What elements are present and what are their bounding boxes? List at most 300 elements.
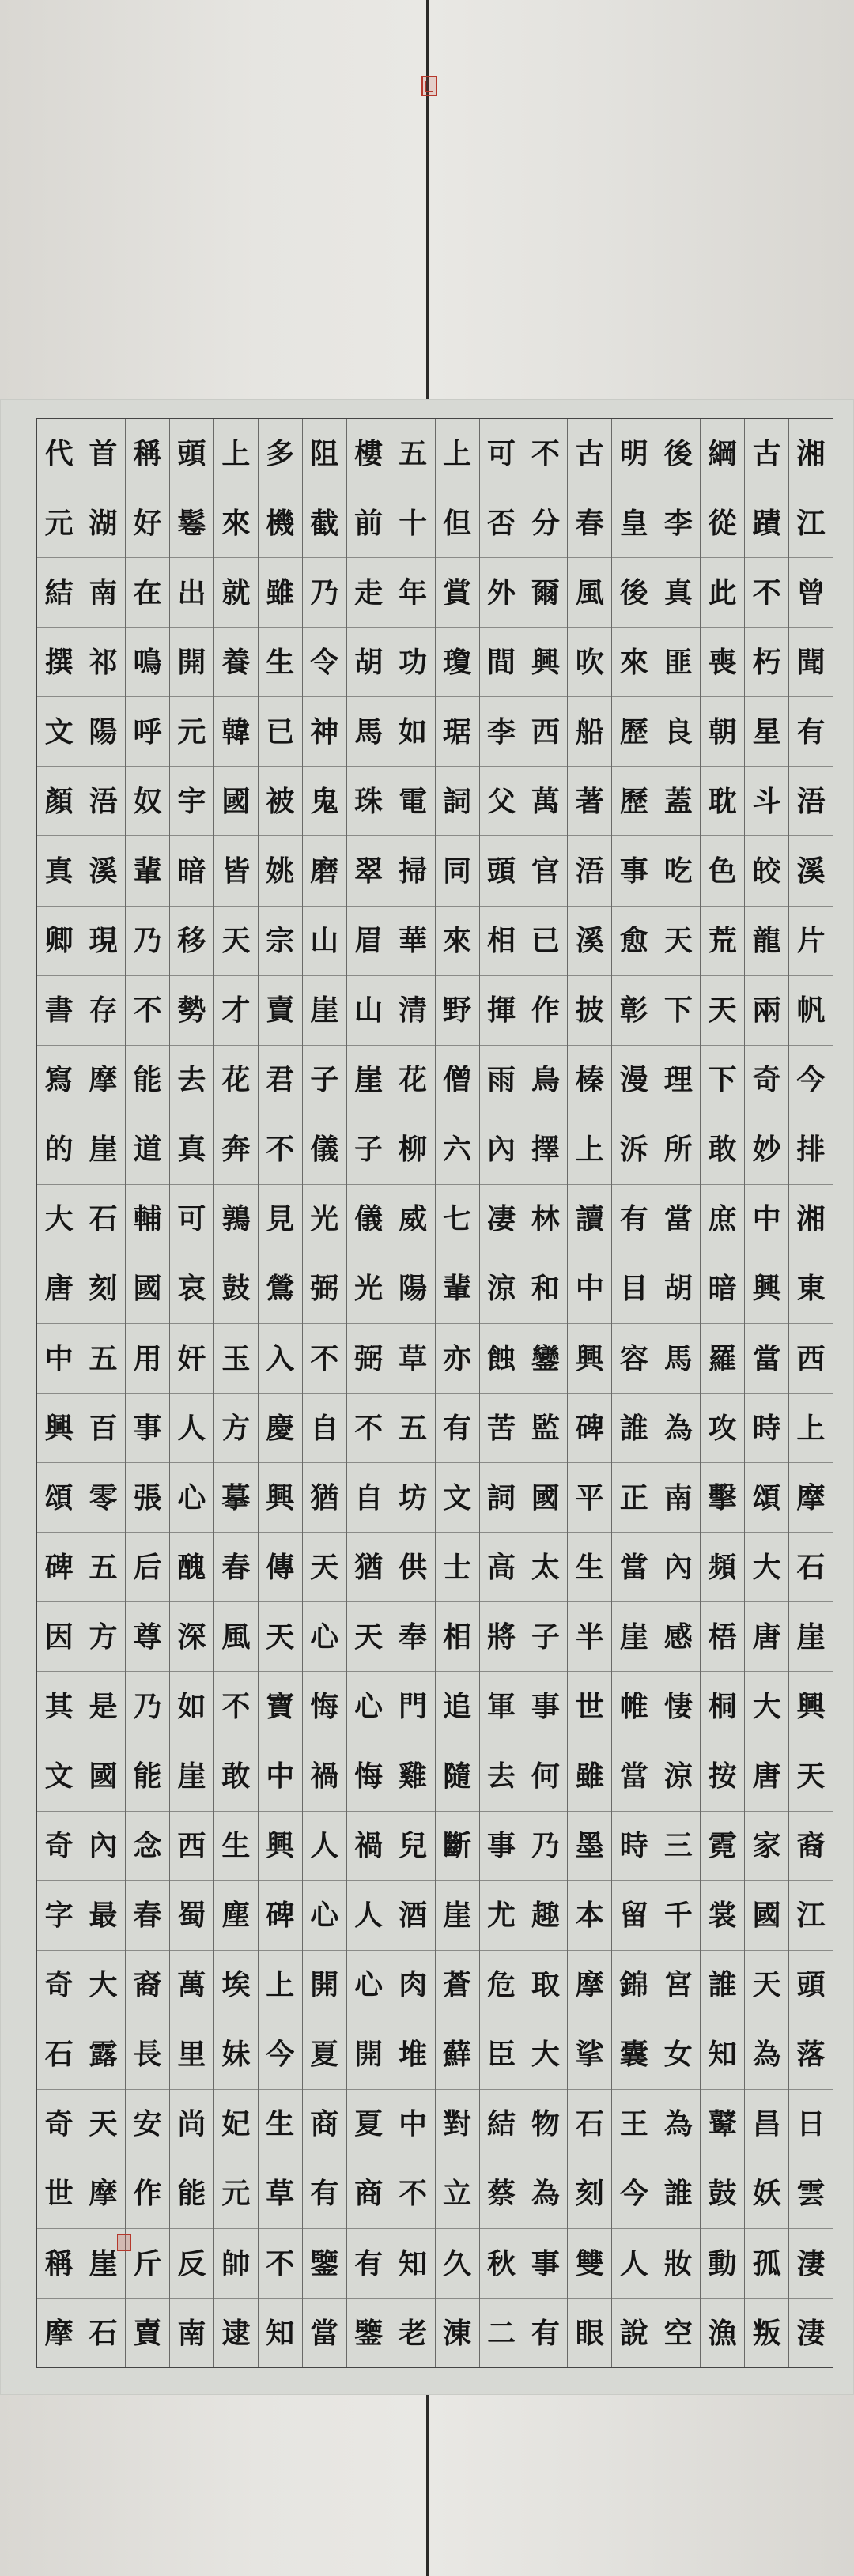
character-cell: 儀 xyxy=(347,1185,391,1254)
character-cell: 琚 xyxy=(436,697,479,767)
character-cell: 清 xyxy=(391,976,435,1046)
character-cell: 現 xyxy=(81,907,125,976)
character-cell: 不 xyxy=(303,1324,346,1394)
character-cell: 事 xyxy=(523,2229,567,2299)
character-cell: 是 xyxy=(81,1672,125,1741)
character-cell: 心 xyxy=(303,1881,346,1951)
character-cell: 十 xyxy=(391,488,435,558)
character-cell: 有 xyxy=(347,2229,391,2299)
character-cell: 眉 xyxy=(347,907,391,976)
character-cell: 寫 xyxy=(37,1046,81,1115)
character-cell: 妝 xyxy=(656,2229,700,2299)
character-cell: 頭 xyxy=(480,836,523,906)
character-cell: 梧 xyxy=(701,1602,744,1672)
character-cell: 寶 xyxy=(259,1672,302,1741)
character-cell: 興 xyxy=(568,1324,611,1394)
character-cell: 萬 xyxy=(170,1951,214,2020)
character-cell: 興 xyxy=(259,1463,302,1533)
character-cell: 生 xyxy=(568,1533,611,1602)
character-cell: 醜 xyxy=(170,1533,214,1602)
text-column-8 xyxy=(479,419,523,2367)
text-column-10 xyxy=(391,419,435,2367)
character-cell: 鳴 xyxy=(126,628,169,697)
character-cell: 后 xyxy=(126,1533,169,1602)
character-cell: 朽 xyxy=(745,628,788,697)
character-cell: 弼 xyxy=(347,1324,391,1394)
character-cell: 有 xyxy=(436,1394,479,1463)
character-cell: 玉 xyxy=(214,1324,258,1394)
character-cell: 漁 xyxy=(708,2316,737,2350)
character-cell: 奉 xyxy=(391,1602,435,1672)
character-cell: 上 xyxy=(568,1115,611,1185)
character-cell: 擇 xyxy=(523,1115,567,1185)
character-cell: 匪 xyxy=(656,628,700,697)
character-cell: 去 xyxy=(170,1046,214,1115)
character-cell: 威 xyxy=(391,1185,435,1254)
character-cell: 石 xyxy=(37,2020,81,2090)
character-cell: 石 xyxy=(568,2090,611,2159)
character-cell: 興 xyxy=(789,1672,833,1741)
character-cell: 風 xyxy=(214,1602,258,1672)
character-cell: 說 xyxy=(619,2316,648,2350)
text-column-15 xyxy=(169,419,214,2367)
character-cell: 尚 xyxy=(170,2090,214,2159)
character-cell: 山 xyxy=(347,976,391,1046)
character-cell: 空 xyxy=(663,2316,693,2350)
character-cell: 彰 xyxy=(612,976,656,1046)
character-cell: 宗 xyxy=(259,907,302,976)
character-cell: 船 xyxy=(568,697,611,767)
character-cell: 西 xyxy=(789,1324,833,1394)
character-cell: 凄 xyxy=(480,1185,523,1254)
character-cell: 軍 xyxy=(480,1672,523,1741)
character-cell: 老 xyxy=(399,2316,428,2350)
character-cell: 慶 xyxy=(259,1394,302,1463)
character-cell: 門 xyxy=(391,1672,435,1741)
character-cell: 的 xyxy=(37,1115,81,1185)
character-cell: 坊 xyxy=(391,1463,435,1533)
character-cell: 世 xyxy=(568,1672,611,1741)
character-cell: 浯 xyxy=(81,767,125,836)
character-cell: 商 xyxy=(347,2159,391,2229)
character-cell: 道 xyxy=(126,1115,169,1185)
character-cell: 後 xyxy=(656,419,700,488)
text-column-13 xyxy=(258,419,302,2367)
character-cell: 當 xyxy=(656,1185,700,1254)
character-cell: 書 xyxy=(37,976,81,1046)
character-cell: 庶 xyxy=(701,1185,744,1254)
character-cell: 雲 xyxy=(789,2159,833,2229)
character-cell: 龍 xyxy=(745,907,788,976)
character-cell: 春 xyxy=(126,1881,169,1951)
character-cell: 碑 xyxy=(37,1533,81,1602)
character-cell: 塵 xyxy=(214,1881,258,1951)
character-cell: 年 xyxy=(391,558,435,628)
character-cell: 萬 xyxy=(523,767,567,836)
character-cell: 賣 xyxy=(259,976,302,1046)
character-cell: 綱 xyxy=(701,419,744,488)
character-cell: 存 xyxy=(81,976,125,1046)
character-cell: 囊 xyxy=(612,2020,656,2090)
character-cell: 上 xyxy=(214,419,258,488)
character-cell: 溪 xyxy=(81,836,125,906)
character-cell: 不 xyxy=(126,976,169,1046)
character-cell: 阻 xyxy=(303,419,346,488)
character-cell: 今 xyxy=(789,1046,833,1115)
character-cell: 韓 xyxy=(214,697,258,767)
character-cell: 鼙 xyxy=(701,2090,744,2159)
text-column-11 xyxy=(346,419,391,2367)
character-cell: 興 xyxy=(523,628,567,697)
character-cell: 深 xyxy=(170,1602,214,1672)
character-cell: 留 xyxy=(612,1881,656,1951)
character-cell: 落 xyxy=(789,2020,833,2090)
character-cell: 父 xyxy=(480,767,523,836)
character-cell: 掃 xyxy=(391,836,435,906)
character-cell: 南 xyxy=(656,1463,700,1533)
character-cell: 心 xyxy=(347,1951,391,2020)
character-cell: 可 xyxy=(480,419,523,488)
text-column-14 xyxy=(214,419,258,2367)
character-cell: 妹 xyxy=(214,2020,258,2090)
character-cell: 目 xyxy=(612,1254,656,1324)
character-cell: 奴 xyxy=(126,767,169,836)
character-cell: 當 xyxy=(612,1741,656,1811)
character-cell: 為 xyxy=(656,1394,700,1463)
character-cell: 夏 xyxy=(303,2020,346,2090)
character-cell: 儀 xyxy=(303,1115,346,1185)
character-cell: 山 xyxy=(303,907,346,976)
character-cell: 西 xyxy=(523,697,567,767)
character-cell: 敢 xyxy=(214,1741,258,1811)
character-cell: 鶉 xyxy=(214,1185,258,1254)
character-cell: 監 xyxy=(523,1394,567,1463)
character-cell: 正 xyxy=(612,1463,656,1533)
character-cell: 有 xyxy=(612,1185,656,1254)
character-cell: 歷 xyxy=(612,697,656,767)
character-cell: 南 xyxy=(81,558,125,628)
character-cell: 羅 xyxy=(701,1324,744,1394)
character-cell: 趣 xyxy=(523,1881,567,1951)
character-cell: 不 xyxy=(214,1672,258,1741)
character-cell: 天 xyxy=(347,1602,391,1672)
character-cell: 中 xyxy=(391,2090,435,2159)
character-cell: 顏 xyxy=(37,767,81,836)
character-cell: 馬 xyxy=(656,1324,700,1394)
character-cell: 天 xyxy=(745,1951,788,2020)
character-cell: 愈 xyxy=(612,907,656,976)
character-cell: 暗 xyxy=(701,1254,744,1324)
character-cell: 敢 xyxy=(701,1115,744,1185)
character-cell: 能 xyxy=(126,1046,169,1115)
character-cell: 電 xyxy=(391,767,435,836)
character-cell: 江 xyxy=(789,1881,833,1951)
character-cell: 五 xyxy=(391,1394,435,1463)
character-cell: 奇 xyxy=(37,1812,81,1881)
character-cell: 裳 xyxy=(701,1881,744,1951)
character-cell: 輔 xyxy=(126,1185,169,1254)
character-cell: 刻 xyxy=(81,1254,125,1324)
character-cell: 隨 xyxy=(436,1741,479,1811)
character-cell: 星 xyxy=(745,697,788,767)
character-cell: 乃 xyxy=(523,1812,567,1881)
character-cell: 禍 xyxy=(303,1741,346,1811)
character-cell: 稱 xyxy=(126,419,169,488)
character-cell: 唐 xyxy=(37,1254,81,1324)
character-cell: 摩 xyxy=(81,1046,125,1115)
character-cell: 生 xyxy=(214,1812,258,1881)
character-cell: 不 xyxy=(391,2159,435,2229)
character-cell: 乃 xyxy=(126,1672,169,1741)
character-cell: 誰 xyxy=(612,1394,656,1463)
character-cell: 頌 xyxy=(745,1463,788,1533)
character-cell: 妖 xyxy=(745,2159,788,2229)
character-cell: 就 xyxy=(214,558,258,628)
character-cell: 崖 xyxy=(81,1115,125,1185)
character-cell: 雖 xyxy=(568,1741,611,1811)
character-cell: 已 xyxy=(259,697,302,767)
character-cell: 朝 xyxy=(701,697,744,767)
character-cell: 知 xyxy=(391,2229,435,2299)
character-cell: 來 xyxy=(612,628,656,697)
character-cell: 華 xyxy=(391,907,435,976)
character-cell: 結 xyxy=(37,558,81,628)
character-cell: 五 xyxy=(81,1324,125,1394)
character-cell: 蝕 xyxy=(480,1324,523,1394)
character-cell: 野 xyxy=(436,976,479,1046)
character-cell: 天 xyxy=(259,1602,302,1672)
character-cell: 首 xyxy=(81,419,125,488)
character-cell: 國 xyxy=(81,1741,125,1811)
character-cell: 天 xyxy=(656,907,700,976)
character-cell: 神 xyxy=(303,697,346,767)
character-cell: 間 xyxy=(480,628,523,697)
character-cell: 內 xyxy=(81,1812,125,1881)
character-cell: 子 xyxy=(523,1602,567,1672)
character-cell: 皎 xyxy=(745,836,788,906)
character-cell: 樓 xyxy=(347,419,391,488)
character-cell: 猶 xyxy=(303,1463,346,1533)
character-cell: 稱 xyxy=(37,2229,81,2299)
character-cell: 代 xyxy=(37,419,81,488)
character-cell: 截 xyxy=(303,488,346,558)
character-cell: 色 xyxy=(701,836,744,906)
character-cell: 淒 xyxy=(789,2229,833,2299)
character-cell: 國 xyxy=(214,767,258,836)
character-cell: 裔 xyxy=(789,1812,833,1881)
character-cell: 興 xyxy=(37,1394,81,1463)
character-cell: 零 xyxy=(81,1463,125,1533)
character-cell: 知 xyxy=(701,2020,744,2090)
character-cell: 輩 xyxy=(126,836,169,906)
character-cell: 李 xyxy=(656,488,700,558)
character-cell: 頻 xyxy=(701,1533,744,1602)
character-cell: 鼓 xyxy=(701,2159,744,2229)
character-cell: 但 xyxy=(436,488,479,558)
character-cell: 乃 xyxy=(303,558,346,628)
character-cell: 奸 xyxy=(170,1324,214,1394)
character-cell: 天 xyxy=(789,1741,833,1811)
character-cell: 尤 xyxy=(480,1881,523,1951)
character-cell: 禍 xyxy=(347,1812,391,1881)
character-cell: 心 xyxy=(170,1463,214,1533)
character-cell: 因 xyxy=(37,1602,81,1672)
character-cell: 里 xyxy=(170,2020,214,2090)
character-cell: 歷 xyxy=(612,767,656,836)
character-cell: 當 xyxy=(310,2316,339,2350)
character-cell: 卿 xyxy=(37,907,81,976)
character-cell: 有 xyxy=(531,2316,560,2350)
character-cell: 當 xyxy=(745,1324,788,1394)
character-cell: 國 xyxy=(126,1254,169,1324)
scroll-bottom-rod-line xyxy=(426,2395,429,2576)
character-cell: 商 xyxy=(303,2090,346,2159)
character-cell: 榛 xyxy=(568,1046,611,1115)
character-cell: 官 xyxy=(523,836,567,906)
character-cell: 頌 xyxy=(37,1463,81,1533)
character-cell: 人 xyxy=(347,1881,391,1951)
character-cell: 曾 xyxy=(789,558,833,628)
character-cell: 唐 xyxy=(745,1741,788,1811)
character-cell: 文 xyxy=(436,1463,479,1533)
character-cell: 國 xyxy=(523,1463,567,1533)
character-cell: 將 xyxy=(480,1602,523,1672)
character-cell: 湖 xyxy=(81,488,125,558)
character-cell: 安 xyxy=(126,2090,169,2159)
character-cell: 唐 xyxy=(745,1602,788,1672)
character-cell: 文 xyxy=(37,697,81,767)
character-cell: 子 xyxy=(347,1115,391,1185)
character-cell: 中 xyxy=(745,1185,788,1254)
character-cell: 哀 xyxy=(170,1254,214,1324)
character-cell: 擊 xyxy=(701,1463,744,1533)
character-cell: 今 xyxy=(612,2159,656,2229)
character-cell: 生 xyxy=(259,2090,302,2159)
character-cell: 元 xyxy=(214,2159,258,2229)
character-cell: 百 xyxy=(81,1394,125,1463)
character-cell: 用 xyxy=(126,1324,169,1394)
character-cell: 出 xyxy=(170,558,214,628)
text-column-7 xyxy=(523,419,567,2367)
character-cell: 耽 xyxy=(701,767,744,836)
character-cell: 有 xyxy=(303,2159,346,2229)
character-cell: 李 xyxy=(480,697,523,767)
character-cell: 石 xyxy=(81,1185,125,1254)
character-cell: 三 xyxy=(656,1812,700,1881)
character-cell: 按 xyxy=(701,1741,744,1811)
character-cell: 光 xyxy=(347,1254,391,1324)
character-cell: 帆 xyxy=(789,976,833,1046)
character-cell: 五 xyxy=(81,1533,125,1602)
character-cell: 臣 xyxy=(480,2020,523,2090)
character-cell: 陽 xyxy=(391,1254,435,1324)
character-cell: 蜀 xyxy=(170,1881,214,1951)
character-cell: 宇 xyxy=(170,767,214,836)
character-cell: 事 xyxy=(480,1812,523,1881)
character-cell: 乃 xyxy=(126,907,169,976)
character-cell: 鑒 xyxy=(354,2316,384,2350)
character-cell: 石 xyxy=(89,2316,118,2350)
character-cell: 大 xyxy=(523,2020,567,2090)
character-cell: 開 xyxy=(303,1951,346,2020)
character-cell: 古 xyxy=(568,419,611,488)
character-cell: 雞 xyxy=(391,1741,435,1811)
character-cell: 容 xyxy=(612,1324,656,1394)
character-cell: 鑾 xyxy=(523,1324,567,1394)
character-cell: 挲 xyxy=(568,2020,611,2090)
character-cell: 兩 xyxy=(745,976,788,1046)
character-cell: 墨 xyxy=(568,1812,611,1881)
character-cell: 輩 xyxy=(436,1254,479,1324)
character-cell: 子 xyxy=(303,1046,346,1115)
character-cell: 涼 xyxy=(480,1254,523,1324)
character-cell: 蒼 xyxy=(436,1951,479,2020)
character-cell: 有 xyxy=(789,697,833,767)
character-cell: 所 xyxy=(656,1115,700,1185)
character-cell: 石 xyxy=(789,1533,833,1602)
character-cell: 摩 xyxy=(789,1463,833,1533)
character-cell: 浯 xyxy=(568,836,611,906)
character-cell: 才 xyxy=(214,976,258,1046)
character-cell: 胡 xyxy=(347,628,391,697)
character-cell: 長 xyxy=(126,2020,169,2090)
character-cell: 今 xyxy=(259,2020,302,2090)
character-cell: 來 xyxy=(214,488,258,558)
character-cell: 崖 xyxy=(789,1602,833,1672)
character-cell: 理 xyxy=(656,1046,700,1115)
character-cell: 雙 xyxy=(568,2229,611,2299)
text-column-12 xyxy=(302,419,346,2367)
character-cell: 同 xyxy=(436,836,479,906)
character-cell: 為 xyxy=(523,2159,567,2229)
character-cell: 頭 xyxy=(170,419,214,488)
character-cell: 鶯 xyxy=(259,1254,302,1324)
character-cell: 事 xyxy=(523,1672,567,1741)
character-cell: 本 xyxy=(568,1881,611,1951)
character-cell: 暗 xyxy=(170,836,214,906)
character-cell: 春 xyxy=(214,1533,258,1602)
character-cell: 霓 xyxy=(701,1812,744,1881)
character-cell: 花 xyxy=(214,1046,258,1115)
character-cell: 相 xyxy=(480,907,523,976)
character-cell: 二 xyxy=(486,2316,516,2350)
character-cell: 立 xyxy=(436,2159,479,2229)
character-cell: 君 xyxy=(259,1046,302,1115)
character-cell: 大 xyxy=(745,1672,788,1741)
character-cell: 六 xyxy=(436,1115,479,1185)
character-cell: 士 xyxy=(436,1533,479,1602)
character-cell: 鼓 xyxy=(214,1254,258,1324)
character-cell: 人 xyxy=(170,1394,214,1463)
character-cell: 昌 xyxy=(745,2090,788,2159)
character-cell: 賞 xyxy=(436,558,479,628)
character-cell: 浯 xyxy=(789,767,833,836)
character-cell: 感 xyxy=(656,1602,700,1672)
character-cell: 上 xyxy=(789,1394,833,1463)
character-cell: 肉 xyxy=(391,1951,435,2020)
character-cell: 好 xyxy=(126,488,169,558)
character-cell: 人 xyxy=(303,1812,346,1881)
character-cell: 念 xyxy=(126,1812,169,1881)
character-cell: 外 xyxy=(480,558,523,628)
character-cell: 不 xyxy=(523,419,567,488)
character-cell: 半 xyxy=(568,1602,611,1672)
text-column-16 xyxy=(125,419,169,2367)
character-cell: 方 xyxy=(214,1394,258,1463)
character-cell: 興 xyxy=(745,1254,788,1324)
character-cell: 天 xyxy=(214,907,258,976)
character-cell: 涼 xyxy=(656,1741,700,1811)
